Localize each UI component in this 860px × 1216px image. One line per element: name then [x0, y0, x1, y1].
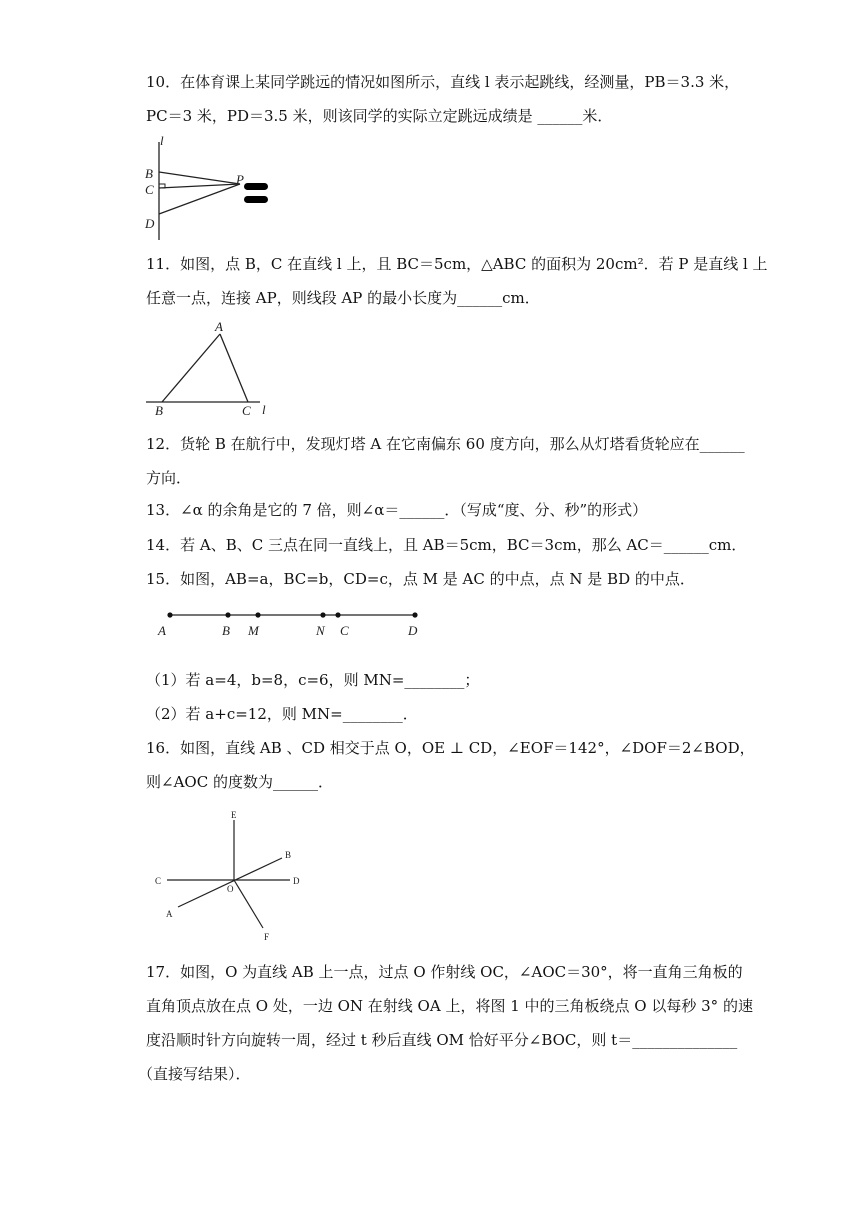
line-AB	[178, 858, 282, 907]
label-l: l	[160, 134, 164, 148]
label-B: B	[222, 623, 230, 638]
q12-text-line2: 方向．	[146, 469, 192, 487]
point-B	[225, 612, 230, 617]
q17-text-line4: （直接写结果）．	[138, 1065, 251, 1083]
q14-text: 14．若 A、B、C 三点在同一直线上，且 AB＝5cm，BC＝3cm，那么 AC＝______cm．	[146, 536, 747, 554]
q11-text-line1: 11．如图，点 B，C 在直线 l 上，且 BC＝5cm，△ABC 的面积为 20cm²．若 P 是直线 l 上	[146, 255, 768, 273]
label-F: F	[264, 932, 270, 942]
label-B: B	[155, 403, 163, 418]
label-D: D	[293, 876, 300, 886]
q15-text: 15．如图，AB=a，BC=b，CD=c，点 M 是 AC 的中点，点 N 是 BD 的中点．	[146, 570, 695, 588]
label-A: A	[158, 623, 166, 638]
q16-text-line1: 16．如图，直线 AB 、CD 相交于点 O，OE ⊥ CD，∠EOF＝142°，∠DOF＝2∠BOD，	[146, 739, 755, 757]
label-C: C	[340, 623, 349, 638]
label-A: A	[215, 319, 223, 334]
label-D: D	[145, 216, 155, 231]
segment-AC	[220, 334, 248, 402]
q10-figure	[140, 134, 280, 242]
label-A: A	[166, 909, 173, 919]
point-N	[320, 612, 325, 617]
label-M: M	[248, 623, 259, 638]
q15-sub1: （1）若 a=4，b=8，c=6，则 MN=________；	[146, 671, 480, 689]
footprint-2	[244, 196, 268, 203]
segment-PC	[159, 184, 240, 188]
segment-PB	[159, 172, 240, 184]
q16-figure	[145, 804, 315, 946]
footprint-1	[244, 183, 268, 190]
q15-sub2: （2）若 a+c=12，则 MN=________．	[146, 705, 418, 723]
point-M	[255, 612, 260, 617]
segment-PD	[159, 184, 240, 214]
label-E: E	[231, 810, 237, 820]
segment-AB	[162, 334, 220, 402]
label-P: P	[236, 172, 244, 187]
q11-text-line2: 任意一点，连接 AP，则线段 AP 的最小长度为______cm．	[146, 289, 540, 307]
q10-text-line2: PC＝3 米，PD＝3.5 米，则该同学的实际立定跳远成绩是 ______米．	[146, 107, 613, 125]
q17-text-line3: 度沿顺时针方向旋转一周，经过 t 秒后直线 OM 恰好平分∠BOC，则 t＝______________	[146, 1031, 738, 1049]
label-l: l	[262, 402, 266, 417]
q17-text-line2: 直角顶点放在点 O 处，一边 ON 在射线 OA 上，将图 1 中的三角板绕点 O 以每秒 3° 的速	[146, 997, 753, 1015]
q10-text-line1: 10．在体育课上某同学跳远的情况如图所示，直线 l 表示起跳线，经测量，PB＝3.3 米，	[146, 73, 740, 91]
label-N: N	[316, 623, 325, 638]
q13-text: 13．∠α 的余角是它的 7 倍，则∠α＝______．（写成“度、分、秒”的形式）	[146, 501, 648, 519]
q16-text-line2: 则∠AOC 的度数为______．	[146, 773, 333, 791]
label-O: O	[227, 884, 234, 894]
q11-figure	[140, 316, 280, 418]
label-D: D	[408, 623, 418, 638]
q15-figure	[150, 604, 440, 640]
label-B: B	[145, 166, 153, 181]
label-C: C	[242, 403, 251, 418]
ray-OF	[234, 880, 263, 928]
label-C: C	[155, 876, 162, 886]
point-D	[412, 612, 417, 617]
q17-text-line1: 17．如图，O 为直线 AB 上一点，过点 O 作射线 OC，∠AOC＝30°，将一直角三角板的	[146, 963, 743, 981]
point-A	[167, 612, 172, 617]
label-B: B	[285, 850, 292, 860]
label-C: C	[145, 182, 154, 197]
q12-text-line1: 12．货轮 B 在航行中，发现灯塔 A 在它南偏东 60 度方向，那么从灯塔看货轮应在______	[146, 435, 745, 453]
point-C	[335, 612, 340, 617]
